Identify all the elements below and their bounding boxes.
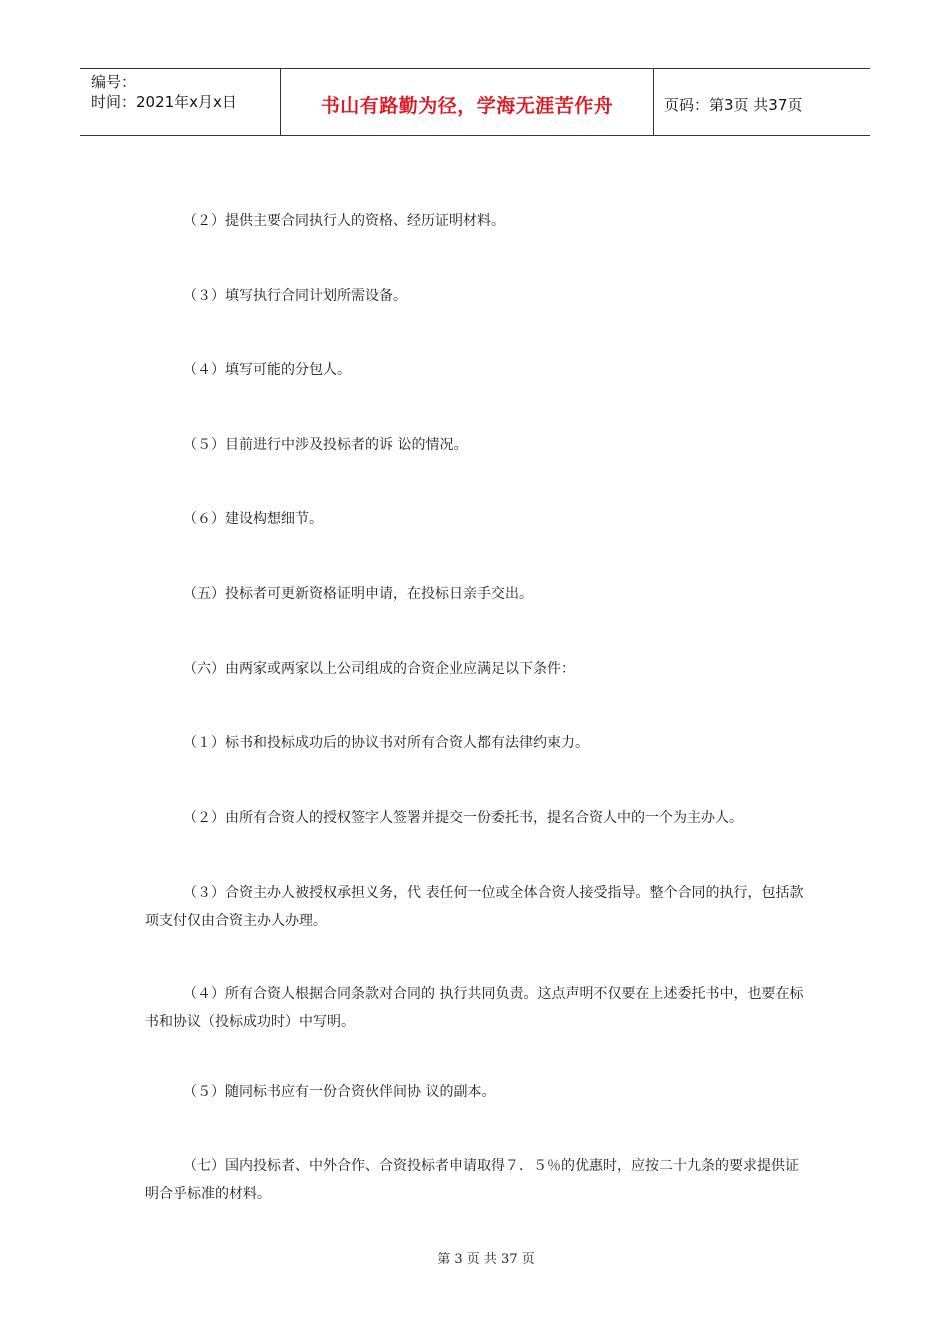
paragraph: （１）标书和投标成功后的协议书对所有合资人都有法律约束力。 [183, 735, 589, 751]
document-number-label: 编号： [91, 73, 137, 91]
document-date-label: 时间：2021年x月x日 [91, 93, 237, 111]
paragraph: （３）填写执行合同计划所需设备。 [183, 288, 407, 304]
page-footer: 第 3 页 共 37 页 [437, 1252, 535, 1267]
paragraph: （４）所有合资人根据合同条款对合同的 执行共同负责。这点声明不仅要在上述委托书中，也要在标书和协议（投标成功时）中写明。 [145, 986, 804, 1030]
paragraph: （七）国内投标者、中外合作、合资投标者申请取得７．５％的优惠时，应按二十九条的要求提供证明合乎标准的材料。 [145, 1158, 799, 1202]
paragraph: （５）目前进行中涉及投标者的诉 讼的情况。 [183, 437, 468, 453]
paragraph: （６）建设构想细节。 [183, 511, 323, 527]
header-page-number: 页码：第3页 共37页 [664, 95, 803, 114]
paragraph: （五）投标者可更新资格证明申请，在投标日亲手交出。 [183, 586, 533, 602]
header-meta [80, 69, 281, 135]
paragraph: （２）由所有合资人的授权签字人签署并提交一份委托书，提名合资人中的一个为主办人。 [183, 810, 743, 826]
paragraph: （３）合资主办人被授权承担义务，代 表任何一位或全体合资人接受指导。整个合同的执行，包括款项支付仅由合资主办人办理。 [145, 885, 804, 929]
paragraph: （５）随同标书应有一份合资伙伴间协 议的副本。 [183, 1084, 496, 1100]
paragraph: （六）由两家或两家以上公司组成的合资企业应满足以下条件： [183, 661, 575, 677]
paragraph: （４）填写可能的分包人。 [183, 362, 351, 378]
paragraph: （２）提供主要合同执行人的资格、经历证明材料。 [183, 213, 505, 229]
header-page-cell [654, 69, 870, 135]
page-header [80, 68, 870, 136]
header-motto-cell [281, 69, 654, 135]
header-motto: 书山有路勤为径，学海无涯苦作舟 [320, 94, 614, 117]
